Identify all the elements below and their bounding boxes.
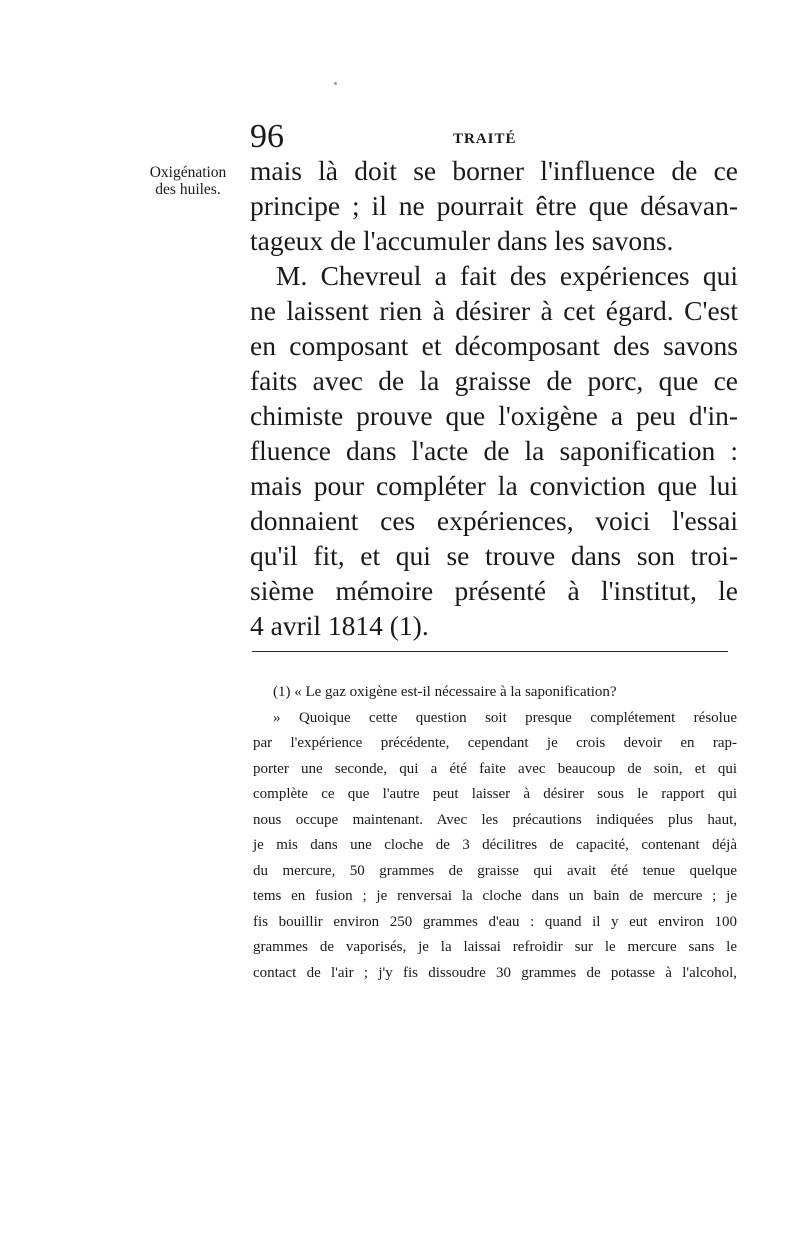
main-text-line: mais là doit se borner l'influence de ce xyxy=(250,155,738,186)
margin-note-line: Oxigénation xyxy=(149,164,227,181)
footnote-line: je mis dans une cloche de 3 décilitres de capacité, contenant déjà xyxy=(253,837,737,853)
footnote-separator xyxy=(252,651,728,652)
footnote-line: » Quoique cette question soit presque complétement résolue xyxy=(273,709,737,726)
footnote-line: contact de l'air ; j'y fis dissoudre 30 grammes de potasse à l'alcohol, xyxy=(253,964,737,981)
running-title: TRAITÉ xyxy=(453,131,517,147)
footnote-line: tems en fusion ; je renversai la cloche dans un bain de mercure ; je xyxy=(253,888,737,904)
footnote-line: grammes de vaporisés, je la laissai refroidir sur le mercure sans le xyxy=(253,939,737,955)
main-text-line: tageux de l'accumuler dans les savons. xyxy=(250,225,674,256)
main-text-line: donnaient ces expériences, voici l'essai xyxy=(250,505,738,536)
main-text-line: sième mémoire présenté à l'institut, le xyxy=(250,575,738,606)
main-text xyxy=(250,153,738,643)
footnote-line: du mercure, 50 grammes de graisse qui avait été tenue quelque xyxy=(253,862,737,879)
main-text-line: M. Chevreul a fait des expériences qui xyxy=(276,260,738,291)
footnote-line: complète ce que l'autre peut laisser à désirer sous le rapport qui xyxy=(253,786,737,802)
main-text-line: mais pour compléter la conviction que lui xyxy=(250,470,738,501)
main-text-line: ne laissent rien à désirer à cet égard. C'est xyxy=(250,295,738,326)
footnote xyxy=(253,680,737,986)
main-text-line: qu'il fit, et qui se trouve dans son troi- xyxy=(250,540,738,571)
footnote-line: par l'expérience précédente, cependant je crois devoir en rap- xyxy=(253,735,737,751)
main-text-line: fluence dans l'acte de la saponification : xyxy=(250,435,738,466)
main-text-line: chimiste prouve que l'oxigène a peu d'in- xyxy=(250,400,738,431)
footnote-line: porter une seconde, qui a été faite avec beaucoup de soin, et qui xyxy=(253,760,737,777)
footnote-line: nous occupe maintenant. Avec les précautions indiquées plus haut, xyxy=(253,811,737,828)
main-text-line: principe ; il ne pourrait être que désavan- xyxy=(250,190,738,221)
footnote-line: fis bouillir environ 250 grammes d'eau : quand il y eut environ 100 xyxy=(253,913,737,930)
page-number: 96 xyxy=(250,118,284,155)
margin-note xyxy=(132,164,244,198)
paper-speck xyxy=(334,82,337,85)
footnote-line: (1) « Le gaz oxigène est-il nécessaire à la saponification? xyxy=(273,684,617,700)
main-text-line: 4 avril 1814 (1). xyxy=(250,610,429,641)
main-text-line: faits avec de la graisse de porc, que ce xyxy=(250,365,738,396)
margin-note-line: des huiles. xyxy=(155,181,221,198)
main-text-line: en composant et décomposant des savons xyxy=(250,330,738,361)
